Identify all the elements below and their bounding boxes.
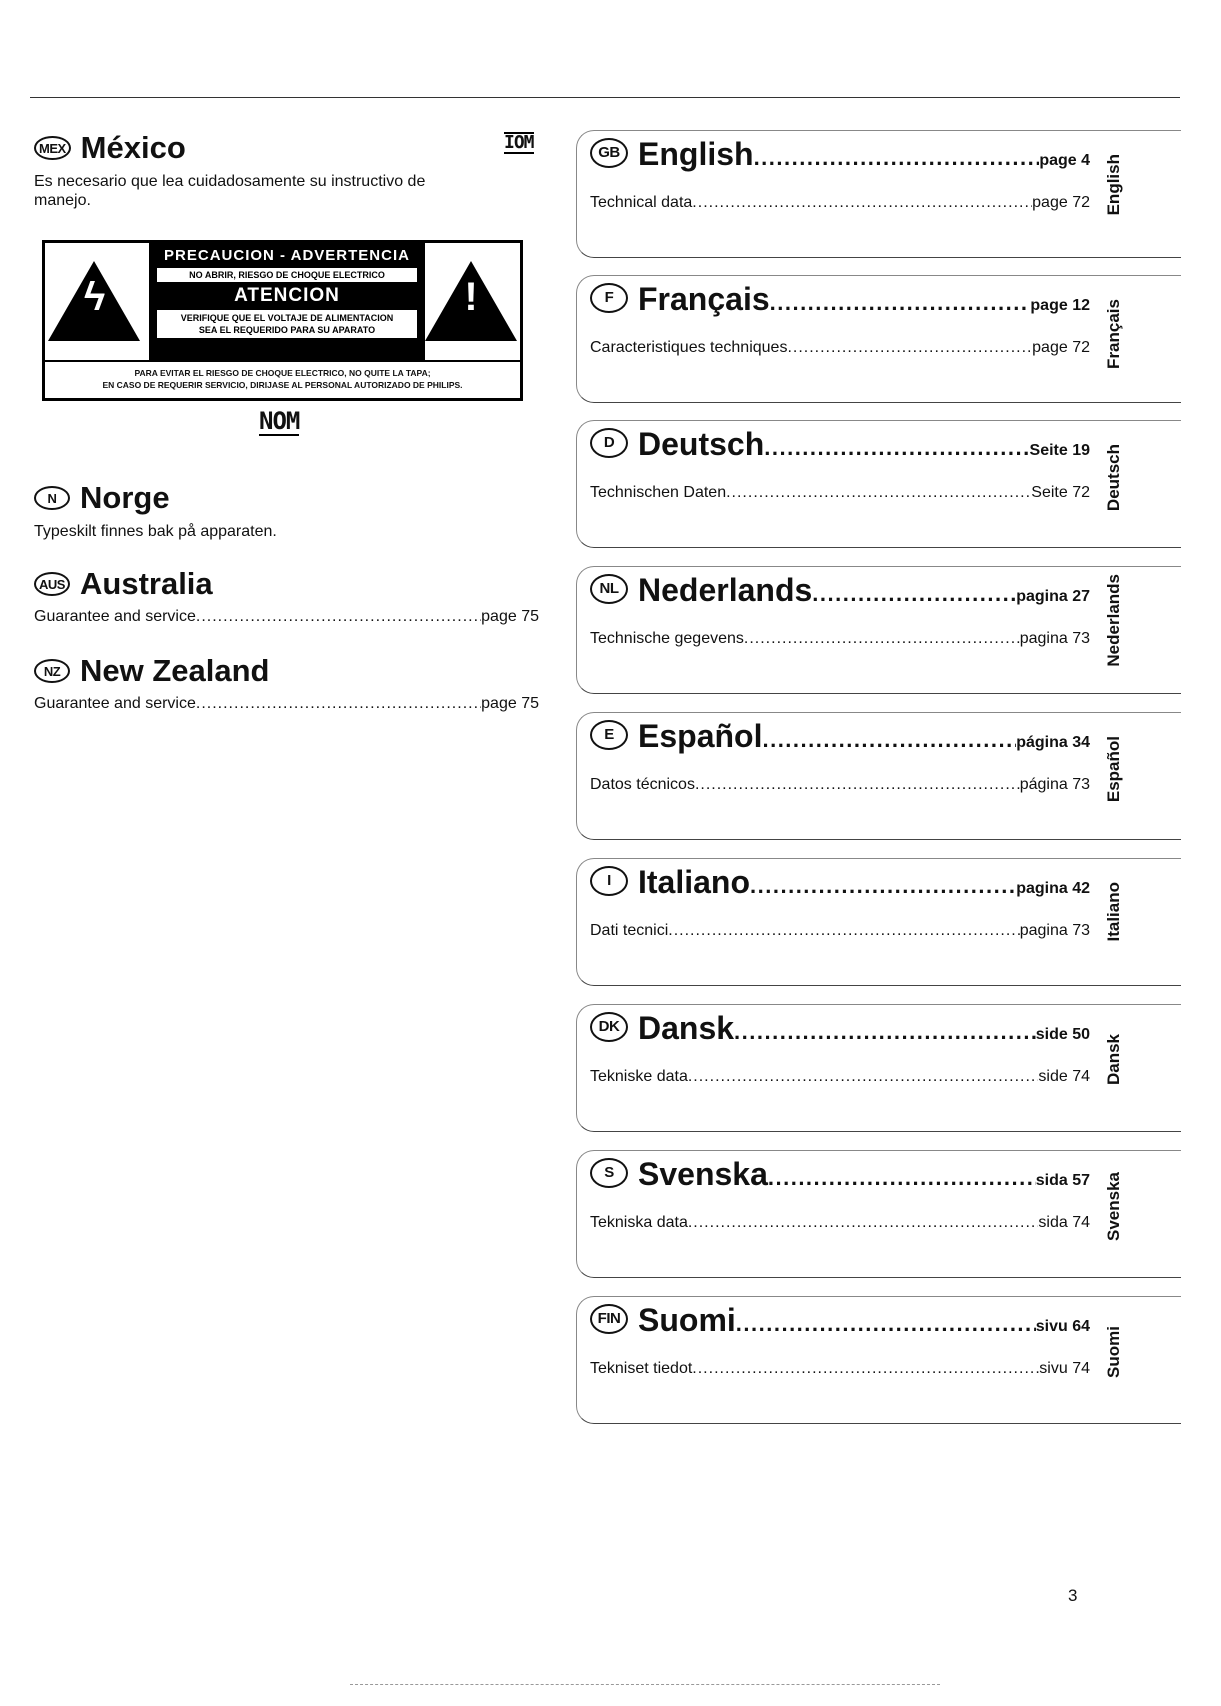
- tab-label-english: English: [1104, 154, 1123, 216]
- lang-section-english: [576, 130, 1180, 258]
- warning-bottom-2: EN CASO DE REQUERIR SERVICIO, DIRIJASE AL PERSONAL AUTORIZADO DE PHILIPS.: [102, 380, 463, 390]
- lang-section-deutsch: [576, 420, 1180, 548]
- newzealand-item: Guarantee and service: [34, 695, 196, 712]
- lang-section-espanol: [576, 712, 1180, 840]
- tab-label-italiano: Italiano: [1104, 882, 1123, 942]
- lang-sub-espanol: Datos técnicos: [590, 776, 695, 793]
- lang-badge-i: I: [590, 866, 628, 896]
- lang-page-svenska: sida 57: [1035, 1172, 1090, 1189]
- lang-subpage-francais: page 72: [1032, 339, 1090, 356]
- lang-sub-dansk: Tekniske data: [590, 1068, 688, 1085]
- tab-label-nederlands: Nederlands: [1104, 574, 1123, 667]
- lang-title-suomi: Suomi: [638, 1302, 736, 1338]
- lang-section-dansk: [576, 1004, 1180, 1132]
- section-australia: [34, 566, 539, 626]
- section-title-norge: Norge: [80, 480, 170, 515]
- section-norge: [34, 480, 539, 541]
- australia-item: Guarantee and service: [34, 608, 196, 625]
- mexico-text: Es necesario que lea cuidadosamente su instructivo de manejo.: [34, 173, 426, 209]
- tab-label-francais: Français: [1104, 299, 1123, 369]
- lang-section-svenska: [576, 1150, 1180, 1278]
- lang-badge-d: D: [590, 428, 628, 458]
- lang-badge-nl: NL: [590, 574, 628, 604]
- warning-label: [42, 240, 523, 401]
- lang-badge-dk: DK: [590, 1012, 628, 1042]
- lang-page-deutsch: Seite 19: [1029, 442, 1090, 459]
- lang-badge-f: F: [590, 283, 628, 313]
- lang-subpage-nederlands: pagina 73: [1019, 630, 1090, 647]
- lang-subpage-dansk: side 74: [1038, 1068, 1090, 1085]
- top-rule: [30, 97, 1180, 98]
- lang-sub-italiano: Dati tecnici: [590, 922, 669, 939]
- nom-logo: NOM: [259, 407, 300, 435]
- lang-title-deutsch: Deutsch: [638, 426, 765, 462]
- lightning-warning-icon: ϟ: [48, 261, 140, 341]
- lang-subpage-svenska: sida 74: [1038, 1214, 1090, 1231]
- lang-section-suomi: [576, 1296, 1180, 1424]
- lang-subpage-deutsch: Seite 72: [1031, 484, 1090, 501]
- lang-sub-svenska: Tekniska data: [590, 1214, 688, 1231]
- lang-sub-english: Technical data: [590, 194, 693, 211]
- page-number: 3: [1068, 1586, 1078, 1605]
- newzealand-page: page 75: [481, 695, 539, 712]
- lang-badge-e: E: [590, 720, 628, 750]
- warning-no-open: NO ABRIR, RIESGO DE CHOQUE ELECTRICO: [157, 268, 417, 282]
- lang-sub-suomi: Tekniset tiedot: [590, 1360, 693, 1377]
- exclamation-warning-icon: !: [425, 261, 517, 341]
- warning-atencion: ATENCION: [234, 285, 340, 306]
- section-title-australia: Australia: [80, 566, 213, 601]
- lang-page-english: page 4: [1039, 152, 1090, 169]
- lang-title-italiano: Italiano: [638, 864, 751, 900]
- lang-section-francais: [576, 275, 1180, 403]
- lang-badge-gb: GB: [590, 138, 628, 168]
- australia-page: page 75: [481, 608, 539, 625]
- country-badge-n: N: [34, 486, 70, 510]
- section-title-mexico: México: [80, 130, 186, 165]
- lang-title-francais: Français: [638, 281, 770, 317]
- country-badge-nz: NZ: [34, 659, 70, 683]
- section-newzealand: [34, 653, 539, 713]
- warning-voltage-1: VERIFIQUE QUE EL VOLTAJE DE ALIMENTACION: [180, 313, 394, 323]
- warning-bottom-1: PARA EVITAR EL RIESGO DE CHOQUE ELECTRICO, NO QUITE LA TAPA;: [134, 368, 431, 378]
- lang-badge-fin: FIN: [590, 1304, 628, 1334]
- country-badge-aus: AUS: [34, 572, 70, 596]
- lang-title-dansk: Dansk: [638, 1010, 735, 1046]
- section-mexico: [34, 130, 539, 210]
- lang-badge-s: S: [590, 1158, 628, 1188]
- iom-logo: IOM: [504, 132, 534, 153]
- lang-page-italiano: pagina 42: [1016, 880, 1090, 897]
- lang-subpage-espanol: página 73: [1019, 776, 1090, 793]
- lang-sub-deutsch: Technischen Daten: [590, 484, 727, 501]
- tab-label-deutsch: Deutsch: [1104, 444, 1123, 512]
- lang-subpage-italiano: pagina 73: [1019, 922, 1090, 939]
- lang-section-italiano: [576, 858, 1180, 986]
- tab-label-suomi: Suomi: [1104, 1326, 1123, 1378]
- lang-subpage-english: page 72: [1032, 194, 1090, 211]
- tab-label-espanol: Español: [1104, 736, 1123, 803]
- lang-page-espanol: página 34: [1016, 734, 1090, 751]
- lang-page-nederlands: pagina 27: [1016, 588, 1090, 605]
- footer-scan-artifact: [350, 1684, 940, 1685]
- lang-page-francais: page 12: [1030, 297, 1090, 314]
- tab-label-svenska: Svenska: [1104, 1172, 1123, 1241]
- tab-label-dansk: Dansk: [1104, 1034, 1123, 1086]
- lang-page-suomi: sivu 64: [1035, 1318, 1090, 1335]
- warning-heading: PRECAUCION - ADVERTENCIA: [164, 247, 410, 264]
- lang-title-english: English: [638, 136, 754, 172]
- lang-page-dansk: side 50: [1035, 1026, 1090, 1043]
- section-title-newzealand: New Zealand: [80, 653, 270, 688]
- lang-sub-francais: Caracteristiques techniques: [590, 339, 788, 356]
- warning-voltage-2: SEA EL REQUERIDO PARA SU APARATO: [198, 325, 376, 335]
- lang-subpage-suomi: sivu 74: [1039, 1360, 1090, 1377]
- lang-title-nederlands: Nederlands: [638, 572, 813, 608]
- lang-title-espanol: Español: [638, 718, 763, 754]
- lang-title-svenska: Svenska: [638, 1156, 768, 1192]
- lang-sub-nederlands: Technische gegevens: [590, 630, 744, 647]
- lang-section-nederlands: [576, 566, 1180, 694]
- norge-text: Typeskilt finnes bak på apparaten.: [34, 523, 277, 540]
- country-badge-mex: MEX: [34, 136, 71, 160]
